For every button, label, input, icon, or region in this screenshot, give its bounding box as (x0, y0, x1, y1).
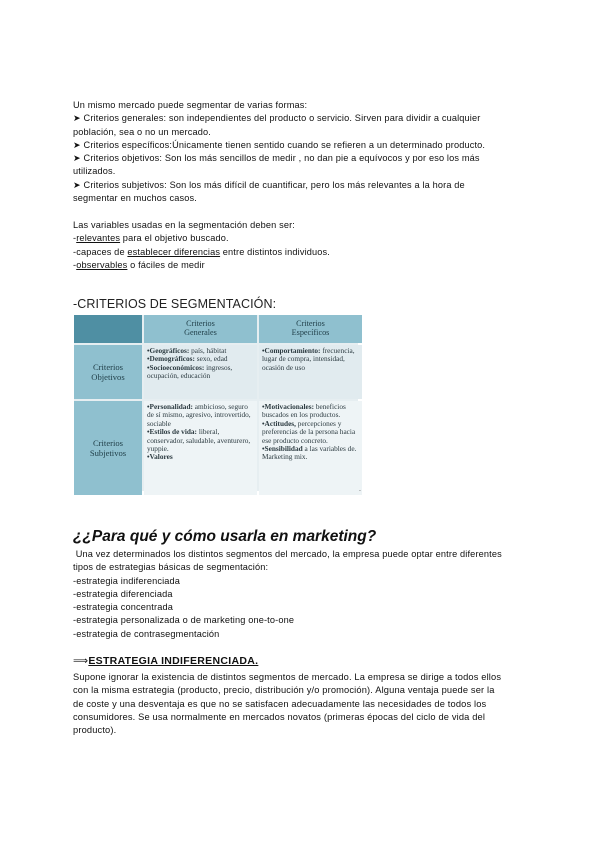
text: - (73, 259, 77, 270)
variables-item (73, 246, 533, 259)
criteria-entry (262, 403, 359, 420)
usage-heading: ¿¿Para qué y cómo usarla en marketing? (73, 528, 377, 545)
trailing-dot: . (359, 486, 361, 493)
row-header-subjective: Criterios Subjetivos (74, 401, 142, 495)
criteria-entry-value: beneficios buscados en los productos. (262, 402, 346, 420)
criteria-entry-key: •Estilos de vida: (147, 427, 197, 437)
criteria-entry-key: •Actitudes, (262, 418, 296, 428)
variables-block (73, 219, 533, 272)
criteria-entry-key: •Valores (147, 452, 173, 462)
criteria-entry-value: percepciones y preferencias de la persona hacia ese producto concreto. (262, 418, 356, 445)
criteria-entry (147, 403, 254, 428)
intro-line: ➤ Criterios específicos:Únicamente tienen sentido cuando se refieren a un determinado producto. (73, 139, 486, 150)
criteria-heading: -CRITERIOS DE SEGMENTACIÓN: (73, 297, 277, 311)
usage-block (73, 548, 533, 641)
intro-line: ➤ Criterios objetivos: Son los más sencillos de medir , no dan pie a equívocos y por eso los más (73, 153, 480, 164)
usage-line: -estrategia diferenciada (73, 588, 173, 599)
row-header-objective: Criterios Objetivos (74, 345, 142, 399)
criteria-entry (147, 453, 254, 461)
criteria-entry (262, 420, 359, 445)
criteria-table (74, 315, 358, 491)
criteria-entry-key: •Personalidad: (147, 402, 193, 411)
text: -capaces de (73, 246, 128, 257)
criteria-entry-key: •Motivacionales: (262, 402, 315, 411)
strategy-line: Supone ignorar la existencia de distintos segmentos de mercado. La empresa se dirige a todos ellos (73, 672, 502, 682)
cell-objective-specific (259, 345, 362, 399)
usage-line: -estrategia indiferenciada (73, 575, 181, 586)
criteria-entry (147, 364, 254, 381)
criteria-entry-value: ingresos, ocupación, educación (147, 362, 233, 381)
usage-line: -estrategia de contrasegmentación (73, 628, 220, 639)
criteria-entry-value: liberal, conservador, saludable, aventurero, yuppie. (147, 427, 251, 454)
variables-item (73, 259, 533, 272)
col-header-general: Criterios Generales (144, 315, 257, 343)
text: o fáciles de medir (127, 259, 205, 270)
strategy-line: con la misma estrategia (producto, precio, distribución y/o promoción). Alguna ventaja puede ser la (73, 685, 495, 696)
text: para el objetivo buscado. (120, 233, 229, 244)
usage-line: -estrategia concentrada (73, 602, 173, 613)
implies-arrow-icon: ⟹ (73, 655, 89, 667)
usage-line: tipos de estrategias básicas de segmentación: (73, 562, 269, 573)
criteria-entry (147, 428, 254, 453)
intro-line: segmentar en muchos casos. (73, 193, 197, 204)
variables-item (73, 232, 533, 245)
criteria-entry-key: •Comportamiento: (262, 346, 321, 355)
intro-line: Un mismo mercado puede segmentar de varias formas: (73, 100, 308, 110)
criteria-entry (262, 347, 359, 372)
criteria-entry-value: país, hábitat (189, 346, 227, 355)
cell-objective-general (144, 345, 257, 399)
table-corner (74, 315, 142, 343)
criteria-entry-value: frecuencia, lugar de compra, intensidad, ocasión de uso (262, 346, 355, 372)
cell-subjective-specific (259, 401, 362, 495)
underlined-term: relevantes (76, 233, 121, 244)
criteria-entry-value: sexo, edad (194, 354, 228, 364)
variables-heading: Las variables usadas en la segmentación deben ser: (73, 220, 296, 230)
strategy-heading-row (73, 655, 258, 667)
strategy-heading: ESTRATEGIA INDIFERENCIADA. (88, 655, 259, 667)
intro-block (73, 99, 533, 205)
intro-line: ➤ Criterios generales: son independientes del producto o servicio. Sirven para dividir a cualquier (73, 113, 481, 124)
cell-subjective-general (144, 401, 257, 495)
text: - (73, 233, 77, 244)
criteria-entry-key: •Sensibilidad (262, 444, 303, 454)
intro-line: población, sea o no un mercado. (73, 126, 211, 137)
intro-line: ➤ Criterios subjetivos: Son los más difícil de cuantificar, pero los más relevantes a la hora de (73, 179, 465, 190)
usage-line: Una vez determinados los distintos segmentos del mercado, la empresa puede optar entre diferentes (73, 549, 502, 559)
strategy-line: consumidores. Se usa normalmente en mercados novatos (primeras épocas del ciclo de vida del (73, 711, 486, 722)
intro-line: utilizados. (73, 166, 116, 177)
strategy-block (73, 671, 533, 737)
underlined-term: establecer diferencias (127, 246, 221, 257)
criteria-entry (262, 445, 359, 462)
criteria-entry-key: •Demográficos: (147, 354, 195, 364)
criteria-entry-key: •Socioeconómicos: (147, 362, 205, 372)
criteria-entry-key: •Geográficos: (147, 346, 190, 355)
strategy-line: producto). (73, 725, 117, 736)
criteria-entry-value: a las variables de. Marketing mix. (262, 444, 357, 462)
usage-line: -estrategia personalizada o de marketing one-to-one (73, 615, 295, 626)
text: entre distintos individuos. (220, 246, 330, 257)
underlined-term: observables (76, 259, 128, 270)
col-header-specific: Criterios Específicos (259, 315, 362, 343)
criteria-entry-value: ambicioso, seguro de sí mismo, agresivo, introvertido, sociable (147, 402, 251, 428)
strategy-line: de coste y una desventaja es que no se satisfacen adecuadamente las necesidades de todos los (73, 698, 487, 709)
